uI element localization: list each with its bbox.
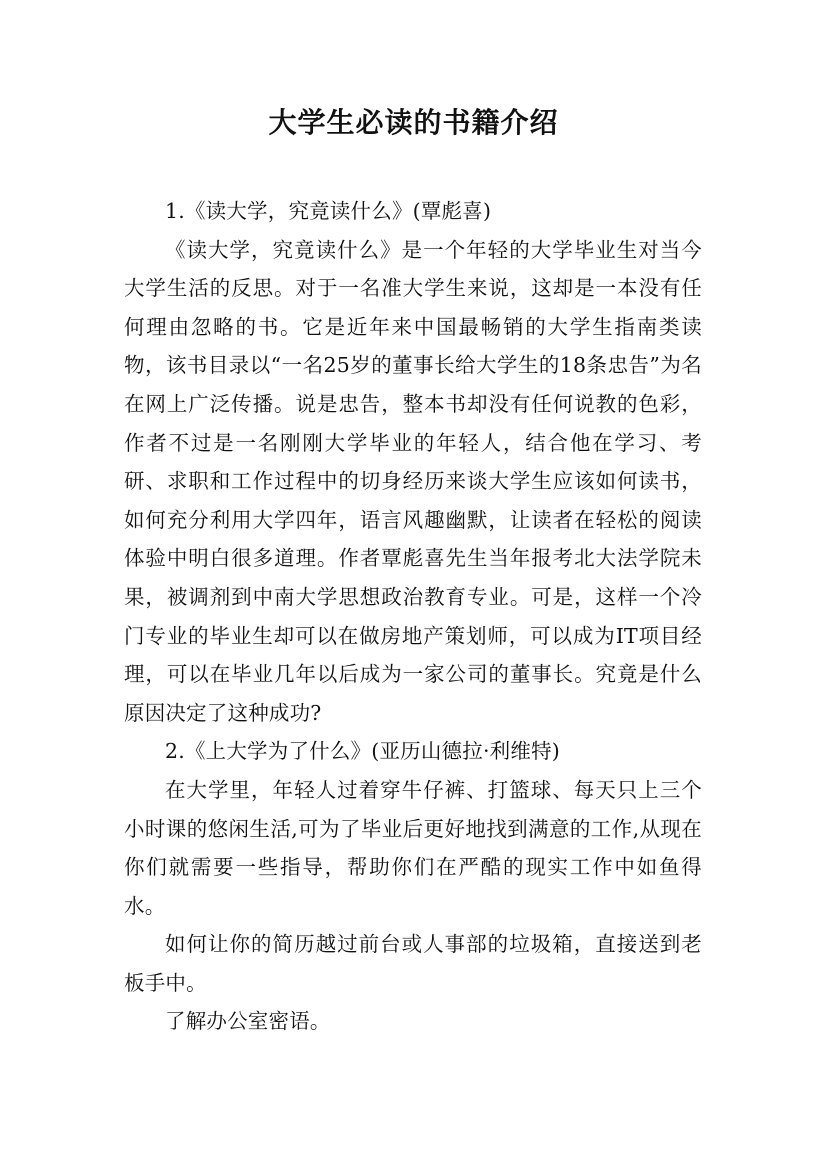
book-point-office: 了解办公室密语。 — [165, 1009, 331, 1034]
book-description-2: 在大学里，年轻人过着穿牛仔裤、打篮球、每天只上三个小时课的悠闲生活,可为了毕业后更好地找到满意的工作,从现在你们就需要一些指导，帮助你们在严酷的现实工作中如鱼得水。 — [124, 777, 702, 918]
book-heading-2: 2.《上大学为了什么》(亚历山德拉·利维特) — [165, 739, 560, 764]
document-body — [124, 192, 702, 1041]
document-title: 大学生必读的书籍介绍 — [268, 106, 559, 139]
book-heading-1: 1.《读大学，究竟读什么》(覃彪喜) — [165, 199, 492, 223]
book-point-resume: 如何让你的简历越过前台或人事部的垃圾箱，直接送到老板手中。 — [124, 932, 702, 995]
book-description-1: 《读大学，究竟读什么》是一个年轻的大学毕业生对当今大学生活的反思。对于一名准大学生来说，这却是一本没有任何理由忽略的书。它是近年来中国最畅销的大学生指南类读物，该书目录以“一名25岁的董事长给大学生的18条忠告”为名在网上广泛传播。说是忠告，整本书却没有任何说教的色彩，作者不过是一名刚刚大学毕业的年轻人，结合他在学习、考研、求职和工作过程中的切身经历来谈大学生应该如何读书，如何充分利用大学四年，语言风趣幽默，让读者在轻松的阅读体验中明白很多道理。作者覃彪喜先生当年报考北大法学院未果，被调剂到中南大学思想政治教育专业。可是，这样一个冷门专业的毕业生却可以在做房地产策划师，可以成为IT项目经理，可以在毕业几年以后成为一家公司的董事长。究竟是什么原因决定了这种成功? — [124, 237, 702, 725]
